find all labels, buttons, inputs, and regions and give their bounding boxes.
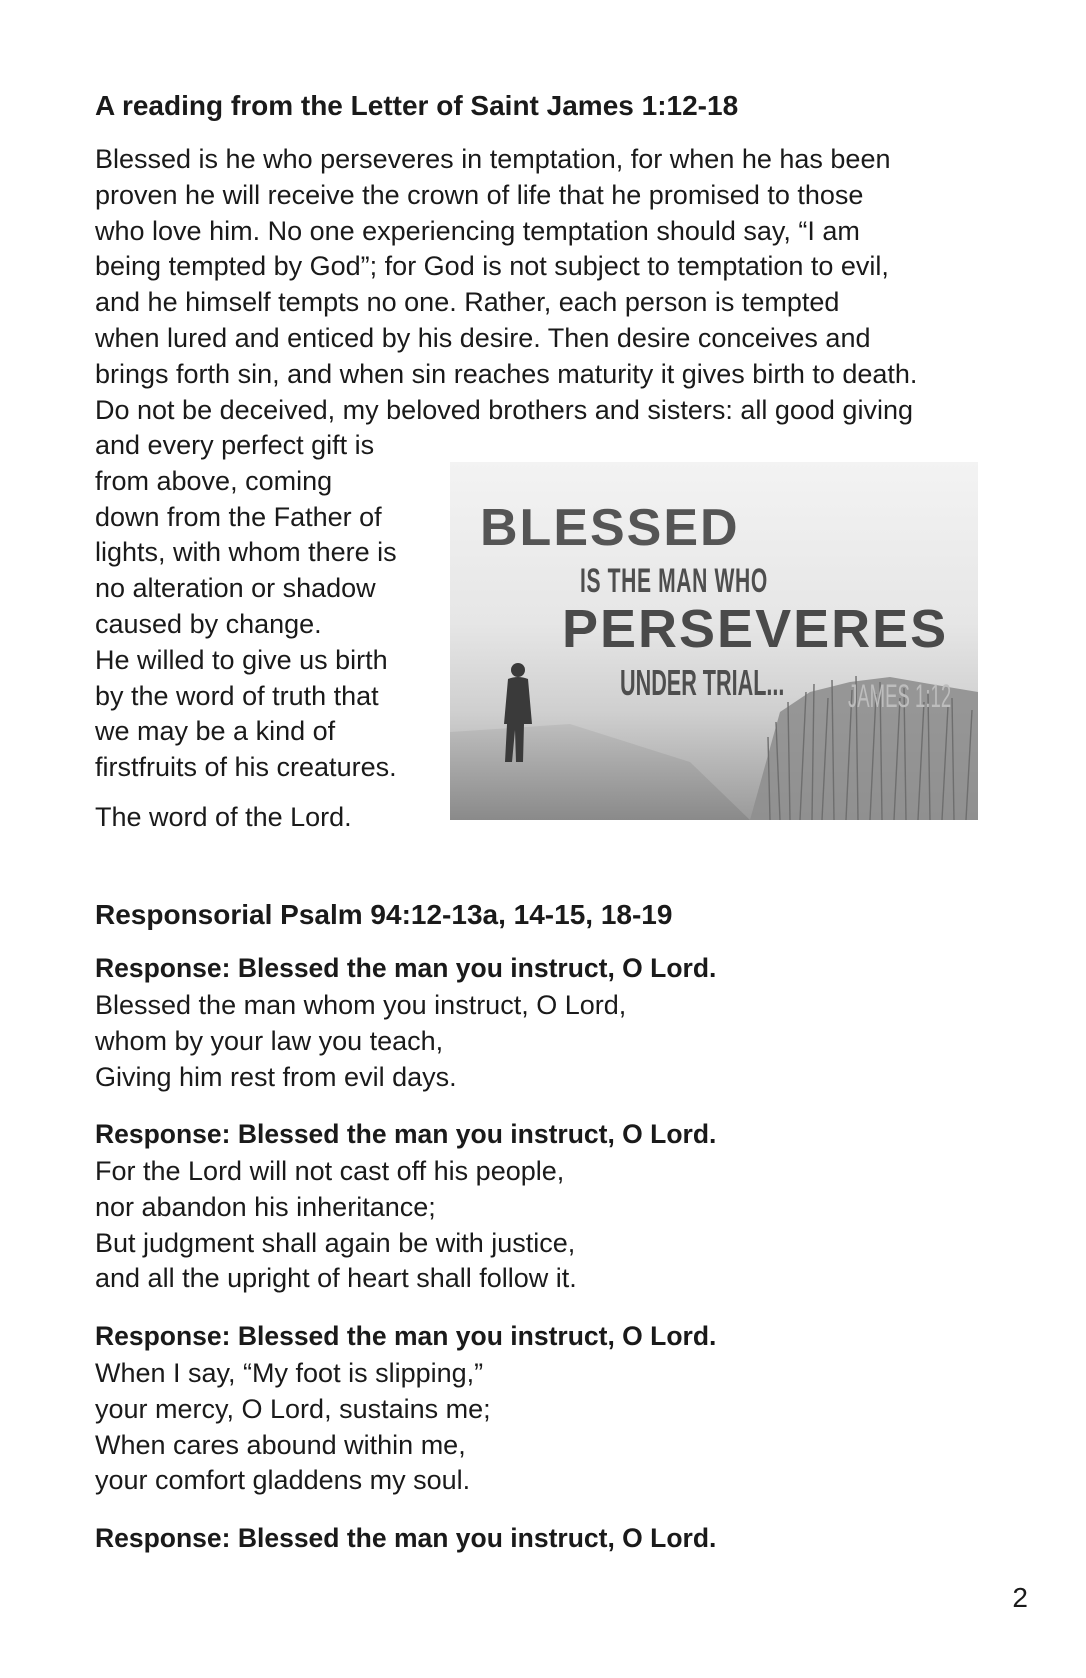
road-shape <box>450 724 750 820</box>
psalm-stanza <box>95 1356 491 1499</box>
stanza-line: When cares abound within me, <box>95 1429 466 1460</box>
psalm-stanza <box>95 988 626 1095</box>
stanza-line: and all the upright of heart shall follow it. <box>95 1263 577 1294</box>
psalm-response: Response: Blessed the man you instruct, O Lord. <box>95 1321 717 1351</box>
psalm-response: Response: Blessed the man you instruct, O Lord. <box>95 953 717 983</box>
reading-closing: The word of the Lord. <box>95 802 352 832</box>
image-text-is-the-man: IS THE MAN WHO <box>580 562 768 600</box>
page-number: 2 <box>1012 1582 1028 1613</box>
reading-line: when lured and enticed by his desire. Then desire conceives and <box>95 322 871 353</box>
reading-body <box>95 142 995 428</box>
stanza-line: nor abandon his inheritance; <box>95 1191 436 1222</box>
reading-line: He willed to give us birth <box>95 644 388 675</box>
reading-line: Do not be deceived, my beloved brothers and sisters: all good giving <box>95 394 913 425</box>
reading-line: by the word of truth that <box>95 680 379 711</box>
reading-line: who love him. No one experiencing temptation should say, “I am <box>95 215 860 246</box>
psalm-response: Response: Blessed the man you instruct, O Lord. <box>95 1523 717 1553</box>
reading-line: proven he will receive the crown of life that he promised to those <box>95 179 864 210</box>
reading-line: from above, coming <box>95 465 333 496</box>
stanza-line: your mercy, O Lord, sustains me; <box>95 1393 491 1424</box>
reading-line: brings forth sin, and when sin reaches maturity it gives birth to death. <box>95 358 918 389</box>
psalm-response: Response: Blessed the man you instruct, O Lord. <box>95 1119 717 1149</box>
stanza-line: your comfort gladdens my soul. <box>95 1465 471 1496</box>
reading-wrapped-text <box>95 428 425 786</box>
stanza-line: For the Lord will not cast off his people, <box>95 1156 565 1186</box>
reading-line: we may be a kind of <box>95 716 336 747</box>
reading-line: being tempted by God”; for God is not subject to temptation to evil, <box>95 251 889 282</box>
image-text-blessed: BLESSED <box>480 499 740 557</box>
illustration-foggy-path <box>450 462 978 820</box>
reading-line: and every perfect gift is <box>95 430 375 460</box>
psalm-stanza <box>95 1154 577 1297</box>
reading-line: caused by change. <box>95 608 322 639</box>
psalm-title: Responsorial Psalm 94:12-13a, 14-15, 18-19 <box>95 899 673 930</box>
stanza-line: Giving him rest from evil days. <box>95 1061 457 1092</box>
image-text-under-trial: UNDER TRIAL... <box>620 662 785 703</box>
reading-line: no alteration or shadow <box>95 573 376 604</box>
reading-line: Blessed is he who perseveres in temptation, for when he has been <box>95 144 891 174</box>
image-text-citation: JAMES 1:12 <box>848 678 952 714</box>
reading-title: A reading from the Letter of Saint James 1:12-18 <box>95 90 739 121</box>
stanza-line: Blessed the man whom you instruct, O Lord, <box>95 990 627 1020</box>
image-text-perseveres: PERSEVERES <box>562 599 949 659</box>
stanza-line: But judgment shall again be with justice, <box>95 1227 576 1258</box>
stanza-line: When I say, “My foot is slipping,” <box>95 1358 484 1388</box>
stanza-line: whom by your law you teach, <box>95 1025 444 1056</box>
reading-line: down from the Father of <box>95 501 382 532</box>
reading-line: lights, with whom there is <box>95 537 397 568</box>
reading-line: and he himself tempts no one. Rather, each person is tempted <box>95 287 840 318</box>
reading-line: firstfruits of his creatures. <box>95 752 397 783</box>
